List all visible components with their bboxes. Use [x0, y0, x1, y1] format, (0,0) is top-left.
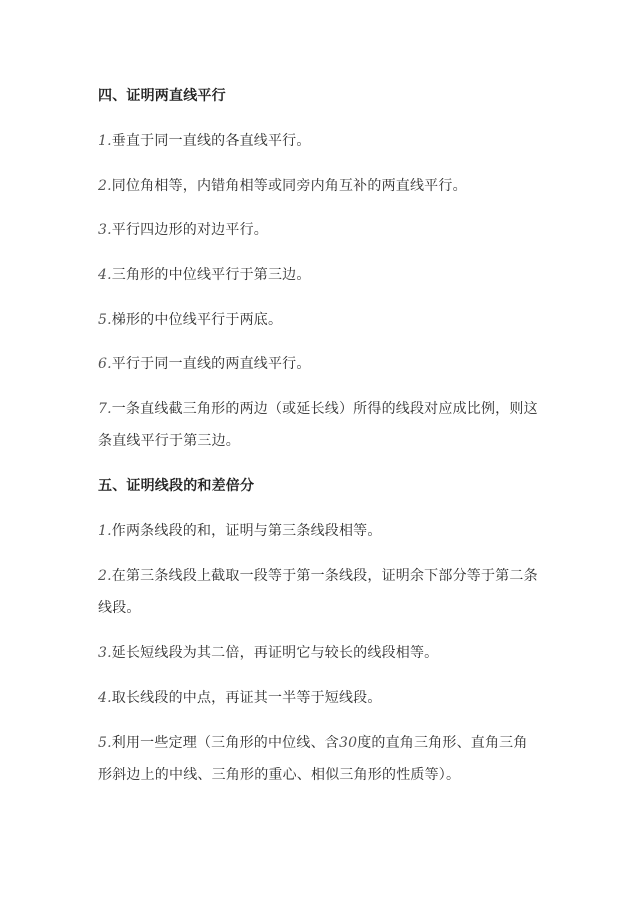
section-5-item-3 [98, 643, 438, 663]
item-text: 利用一些定理（三角形的中位线、含 [111, 735, 339, 751]
item-text: 取长线段的中点，再证其一半等于短线段。 [111, 690, 382, 706]
item-text: 平行于同一直线的两直线平行。 [111, 356, 311, 372]
section-4-item-4 [98, 265, 311, 285]
section-5-heading: 五、证明线段的和差倍分 [98, 478, 255, 494]
item-text: 同位角相等，内错角相等或同旁内角互补的两直线平行。 [111, 178, 467, 194]
section-5-item-2 [98, 566, 538, 586]
item-text-continued: 度的直角三角形、直角三角 [357, 735, 528, 751]
item-text: 垂直于同一直线的各直线平行。 [111, 133, 311, 149]
section-5-item-1 [98, 521, 382, 541]
item-number: 1. [98, 523, 112, 539]
section-4-item-1 [98, 131, 311, 151]
item-number: 1. [98, 133, 112, 149]
item-text: 三角形的中位线平行于第三边。 [111, 267, 311, 283]
section-5-item-4 [98, 688, 382, 708]
section-4-heading: 四、证明两直线平行 [98, 88, 226, 104]
section-4-item-2 [98, 176, 467, 196]
item-text: 延长短线段为其二倍，再证明它与较长的线段相等。 [111, 645, 439, 661]
item-number: 4. [98, 690, 112, 706]
item-number: 3. [98, 645, 112, 661]
item-number: 7. [98, 401, 112, 417]
item-number: 4. [98, 267, 112, 283]
item-number: 2. [98, 178, 112, 194]
section-5-item-5 [98, 733, 528, 753]
item-text: 梯形的中位线平行于两底。 [111, 312, 283, 328]
item-text: 在第三条线段上截取一段等于第一条线段，证明余下部分等于第二条 [111, 568, 538, 584]
section-4-item-7-continued: 条直线平行于第三边。 [98, 433, 240, 449]
section-4-item-6 [98, 354, 311, 374]
item-text: 一条直线截三角形的两边（或延长线）所得的线段对应成比例，则这 [111, 401, 538, 417]
item-text: 平行四边形的对边平行。 [111, 222, 268, 238]
section-5-item-2-continued: 线段。 [98, 600, 141, 616]
item-text: 作两条线段的和，证明与第三条线段相等。 [111, 523, 382, 539]
item-number: 3. [98, 222, 112, 238]
section-5-item-5-continued: 形斜边上的中线、三角形的重心、相似三角形的性质等）。 [98, 767, 461, 783]
section-4-item-5 [98, 310, 282, 330]
item-number: 6. [98, 356, 112, 372]
section-4-item-3 [98, 220, 268, 240]
item-number: 2. [98, 568, 112, 584]
section-4-item-7 [98, 399, 538, 419]
item-number: 5. [98, 312, 112, 328]
item-number: 5. [98, 735, 112, 751]
item-inline-number: 30 [338, 735, 358, 751]
